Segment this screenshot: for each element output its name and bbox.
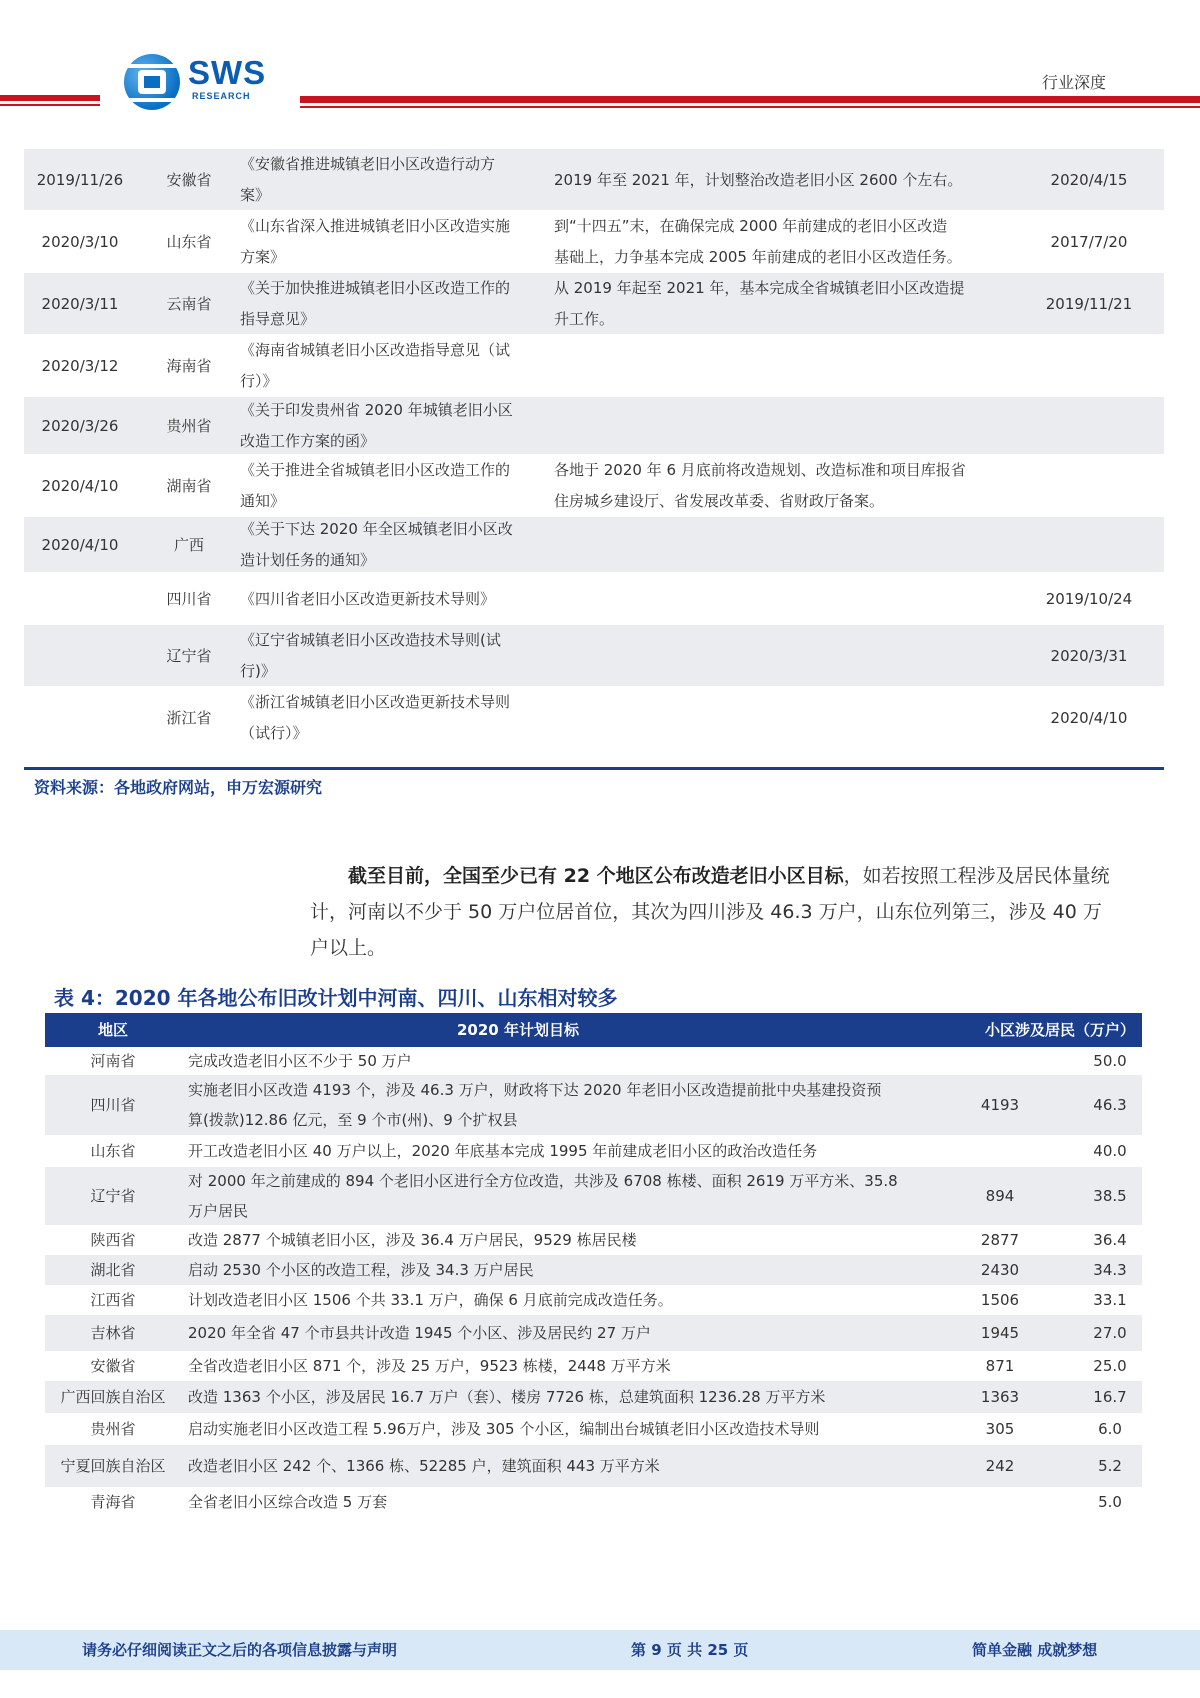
policy-document: [234, 455, 544, 517]
policy-document-line: 《关于加快推进城镇老旧小区改造工作的: [240, 279, 511, 297]
policy-row: [24, 273, 1164, 335]
policy-document-line: 《关于下达 2020 年全区城镇老旧小区改: [240, 520, 513, 538]
related-date: 2020/3/31: [1050, 647, 1128, 665]
province: 湖南省: [166, 477, 212, 495]
policy-document-line: 行）》: [240, 372, 278, 390]
residents-value: 27.0: [1093, 1324, 1127, 1342]
table-row: [45, 1167, 1142, 1225]
related-date: 2019/11/21: [1045, 295, 1133, 313]
residents-value: 38.5: [1093, 1187, 1127, 1205]
header-rule-left-thin: [0, 104, 100, 106]
table-row: [45, 1351, 1142, 1381]
policy-row: [24, 517, 1164, 573]
header-region: 地区: [97, 1021, 128, 1039]
residents-value: 25.0: [1093, 1357, 1127, 1375]
policy-description: [548, 273, 1018, 335]
region: 湖北省: [90, 1261, 136, 1279]
related-date: 2017/7/20: [1050, 233, 1128, 251]
community-count: 894: [985, 1187, 1015, 1205]
related-date: 2020/4/15: [1050, 171, 1128, 189]
table-row: [45, 1255, 1142, 1285]
province: 山东省: [166, 233, 212, 251]
header-rule-left: [0, 95, 100, 101]
policy-document-line: 《关于印发贵州省 2020 年城镇老旧小区: [240, 401, 513, 419]
policy-document-line: 行)》: [240, 662, 276, 680]
footer-slogan: 简单金融 成就梦想: [972, 1641, 1098, 1659]
plan-target: [188, 1351, 968, 1381]
page-footer: [0, 1630, 1200, 1670]
policy-row: [24, 625, 1164, 687]
policy-description-line: 到“十四五”末，在确保完成 2000 年前建成的老旧小区改造: [554, 217, 948, 235]
header-goal: 2020 年计划目标: [457, 1021, 579, 1039]
release-date: 2020/4/10: [41, 477, 119, 495]
community-count: 2877: [980, 1231, 1020, 1249]
page-number: 第 9 页 共 25 页: [631, 1641, 749, 1659]
policy-description-line: 从 2019 年起至 2021 年，基本完成全省城镇老旧小区改造提: [554, 279, 965, 297]
policy-description-line: 基础上，力争基本完成 2005 年前建成的老旧小区改造任务。: [554, 248, 962, 266]
region: 江西省: [90, 1291, 136, 1309]
province: 广西: [173, 536, 204, 554]
policy-document: [234, 687, 544, 749]
community-count: 871: [985, 1357, 1015, 1375]
region: 贵州省: [90, 1420, 136, 1438]
residents-value: 33.1: [1093, 1291, 1127, 1309]
release-date: 2020/3/10: [41, 233, 119, 251]
plan-target: [188, 1318, 968, 1348]
renovation-table: [45, 1013, 1142, 1517]
sws-logo: [124, 52, 284, 112]
plan-target: [188, 1255, 968, 1285]
table-row: [45, 1315, 1142, 1351]
policy-document-line: 通知》: [240, 492, 286, 510]
residents-value: 5.2: [1098, 1457, 1122, 1475]
policy-document-line: 《四川省老旧小区改造更新技术导则》: [240, 590, 496, 608]
table-row: [45, 1381, 1142, 1413]
policy-document-line: 《山东省深入推进城镇老旧小区改造实施: [240, 217, 511, 235]
policy-table-bottom-rule: [24, 767, 1164, 770]
plan-target: [188, 1414, 968, 1444]
policy-description-line: 2019 年至 2021 年，计划整治改造老旧小区 2600 个左右。: [554, 171, 963, 189]
release-date: 2020/3/11: [41, 295, 119, 313]
province: 云南省: [166, 295, 212, 313]
community-count: 305: [985, 1420, 1015, 1438]
policy-description: [548, 165, 1018, 196]
plan-target-line: 万户居民: [188, 1202, 249, 1220]
plan-target: [188, 1136, 968, 1166]
body-paragraph: [310, 858, 1110, 966]
plan-target: [188, 1382, 968, 1412]
community-count: 1363: [980, 1388, 1020, 1406]
residents-value: 16.7: [1093, 1388, 1127, 1406]
policy-description-line: 升工作。: [554, 310, 615, 328]
province: 浙江省: [166, 709, 212, 727]
header-count: 小区: [984, 1021, 1015, 1039]
paragraph-text: ，如若按照工程涉及居民体量统计，河南以不少于 50 万户位居首位，其次为四川涉及 46.3 万户，山东位列第三，涉及 40 万户以上。: [310, 865, 1110, 959]
table-row: [45, 1135, 1142, 1167]
policy-document: [234, 584, 544, 615]
release-date: 2020/3/26: [41, 417, 119, 435]
province: 辽宁省: [166, 647, 212, 665]
community-count: 4193: [980, 1096, 1020, 1114]
community-count: 1506: [980, 1291, 1020, 1309]
plan-target-line: 实施老旧小区改造 4193 个，涉及 46.3 万户，财政将下达 2020 年老旧小区改造提前批中央基建投资预: [188, 1081, 882, 1099]
region: 青海省: [90, 1493, 136, 1511]
policy-document: [234, 273, 544, 335]
plan-target-line: 改造 1363 个小区，涉及居民 16.7 万户（套）、楼房 7726 栋，总建筑面积 1236.28 万平方米: [188, 1388, 826, 1406]
policy-document-line: 《浙江省城镇老旧小区改造更新技术导则: [240, 693, 511, 711]
policy-description-line: 各地于 2020 年 6 月底前将改造规划、改造标准和项目库报省: [554, 461, 966, 479]
plan-target: [188, 1225, 968, 1255]
policy-description-line: 住房城乡建设厅、省发展改革委、省财政厅备案。: [554, 492, 885, 510]
release-date: 2019/11/26: [36, 171, 124, 189]
plan-target: [188, 1487, 968, 1517]
policy-row: [24, 397, 1164, 455]
policy-document-line: 方案》: [240, 248, 286, 266]
residents-value: 5.0: [1098, 1493, 1122, 1511]
residents-value: 36.4: [1093, 1231, 1127, 1249]
region: 河南省: [90, 1052, 136, 1070]
policy-document: [234, 514, 544, 576]
region: 宁夏回族自治区: [60, 1457, 166, 1475]
residents-value: 34.3: [1093, 1261, 1127, 1279]
residents-value: 40.0: [1093, 1142, 1127, 1160]
province: 四川省: [166, 590, 212, 608]
header-rule-right: [300, 96, 1200, 103]
source-note: 资料来源：各地政府网站，申万宏源研究: [34, 778, 323, 797]
related-date: 2020/4/10: [1050, 709, 1128, 727]
release-date: 2020/3/12: [41, 357, 119, 375]
plan-target-line: 全省老旧小区综合改造 5 万套: [188, 1493, 388, 1511]
region: 安徽省: [90, 1357, 136, 1375]
policy-description: [548, 211, 1018, 273]
plan-target-line: 改造老旧小区 242 个、1366 栋、52285 户，建筑面积 443 万平方米: [188, 1457, 660, 1475]
plan-target-line: 改造 2877 个城镇老旧小区，涉及 36.4 万户居民，9529 栋居民楼: [188, 1231, 637, 1249]
policy-document: [234, 149, 544, 211]
table-row: [45, 1445, 1142, 1487]
residents-value: 6.0: [1098, 1420, 1122, 1438]
community-count: 2430: [980, 1261, 1020, 1279]
community-count: 1945: [980, 1324, 1020, 1342]
policy-row: [24, 455, 1164, 517]
region: 山东省: [90, 1142, 136, 1160]
table-title: 表 4：2020 年各地公布旧改计划中河南、四川、山东相对较多: [54, 986, 618, 1010]
header-rule-right-thin: [300, 106, 1200, 108]
plan-target: [188, 1166, 968, 1226]
table-row: [45, 1285, 1142, 1315]
plan-target-line: 启动 2530 个小区的改造工程，涉及 34.3 万户居民: [188, 1261, 534, 1279]
policy-document-line: 案》: [240, 186, 271, 204]
policy-document-line: （试行）》: [240, 724, 308, 742]
footer-disclaimer: 请务必仔细阅读正文之后的各项信息披露与声明: [82, 1641, 398, 1659]
region: 四川省: [90, 1096, 136, 1114]
table-row: [45, 1075, 1142, 1135]
plan-target-line: 算(拨款)12.86 亿元，至 9 个市(州)、9 个扩权县: [188, 1111, 518, 1129]
plan-target-line: 计划改造老旧小区 1506 个共 33.1 万户，确保 6 月底前完成改造任务。: [188, 1291, 673, 1309]
plan-target-line: 开工改造老旧小区 40 万户以上，2020 年底基本完成 1995 年前建成老旧小区的政治改造任务: [188, 1142, 818, 1160]
province: 海南省: [166, 357, 212, 375]
residents-value: 46.3: [1093, 1096, 1127, 1114]
plan-target-line: 对 2000 年之前建成的 894 个老旧小区进行全方位改造，共涉及 6708 栋楼、面积 2619 万平方米、35.8: [188, 1172, 898, 1190]
plan-target: [188, 1451, 968, 1481]
policy-document-line: 造计划任务的通知》: [240, 551, 376, 569]
table-row: [45, 1413, 1142, 1445]
policy-row: [24, 149, 1164, 211]
region: 辽宁省: [90, 1187, 136, 1205]
table-row: [45, 1487, 1142, 1517]
logo-text: SWS: [188, 54, 267, 91]
province: 安徽省: [166, 171, 212, 189]
policy-document-line: 《安徽省推进城镇老旧小区改造行动方: [240, 155, 496, 173]
plan-target: [188, 1075, 968, 1135]
policy-description: [548, 455, 1018, 517]
plan-target: [188, 1046, 968, 1076]
section-label: 行业深度: [1042, 73, 1107, 92]
logo-globe-icon: [124, 54, 180, 110]
table-row: [45, 1225, 1142, 1255]
policy-row: [24, 211, 1164, 273]
policy-document: [234, 335, 544, 397]
residents-value: 50.0: [1093, 1052, 1127, 1070]
plan-target-line: 全省改造老旧小区 871 个，涉及 25 万户，9523 栋楼，2448 万平方米: [188, 1357, 671, 1375]
plan-target-line: 完成改造老旧小区不少于 50 万户: [188, 1052, 412, 1070]
policy-document: [234, 625, 544, 687]
policy-row: [24, 573, 1164, 625]
plan-target: [188, 1285, 968, 1315]
plan-target-line: 2020 年全省 47 个市县共计改造 1945 个小区、涉及居民约 27 万户: [188, 1324, 651, 1342]
policy-row: [24, 687, 1164, 749]
province: 贵州省: [166, 417, 212, 435]
policy-document-line: 改造工作方案的函》: [240, 432, 376, 450]
paragraph-bold-lead: 截至目前，全国至少已有 22 个地区公布改造老旧小区目标: [348, 865, 844, 887]
release-date: 2020/4/10: [41, 536, 119, 554]
community-count: 242: [985, 1457, 1015, 1475]
plan-target-line: 启动实施老旧小区改造工程 5.96万户，涉及 305 个小区，编制出台城镇老旧小区改造技术导则: [188, 1420, 820, 1438]
policy-document-line: 《关于推进全省城镇老旧小区改造工作的: [240, 461, 511, 479]
policy-document-line: 《辽宁省城镇老旧小区改造技术导则(试: [240, 631, 501, 649]
policy-document-line: 指导意见》: [240, 310, 316, 328]
region: 广西回族自治区: [60, 1388, 166, 1406]
policy-row: [24, 335, 1164, 397]
table-header-row: [45, 1013, 1142, 1047]
policy-document: [234, 211, 544, 273]
region: 吉林省: [90, 1324, 136, 1342]
policy-document-line: 《海南省城镇老旧小区改造指导意见（试: [240, 341, 511, 359]
related-date: 2019/10/24: [1045, 590, 1133, 608]
policy-table: [24, 149, 1164, 749]
header-residents: 涉及居民（万户）: [1014, 1021, 1135, 1039]
logo-subtext: RESEARCH: [192, 91, 251, 101]
region: 陕西省: [90, 1231, 136, 1249]
table-row: [45, 1047, 1142, 1075]
policy-document: [234, 395, 544, 457]
